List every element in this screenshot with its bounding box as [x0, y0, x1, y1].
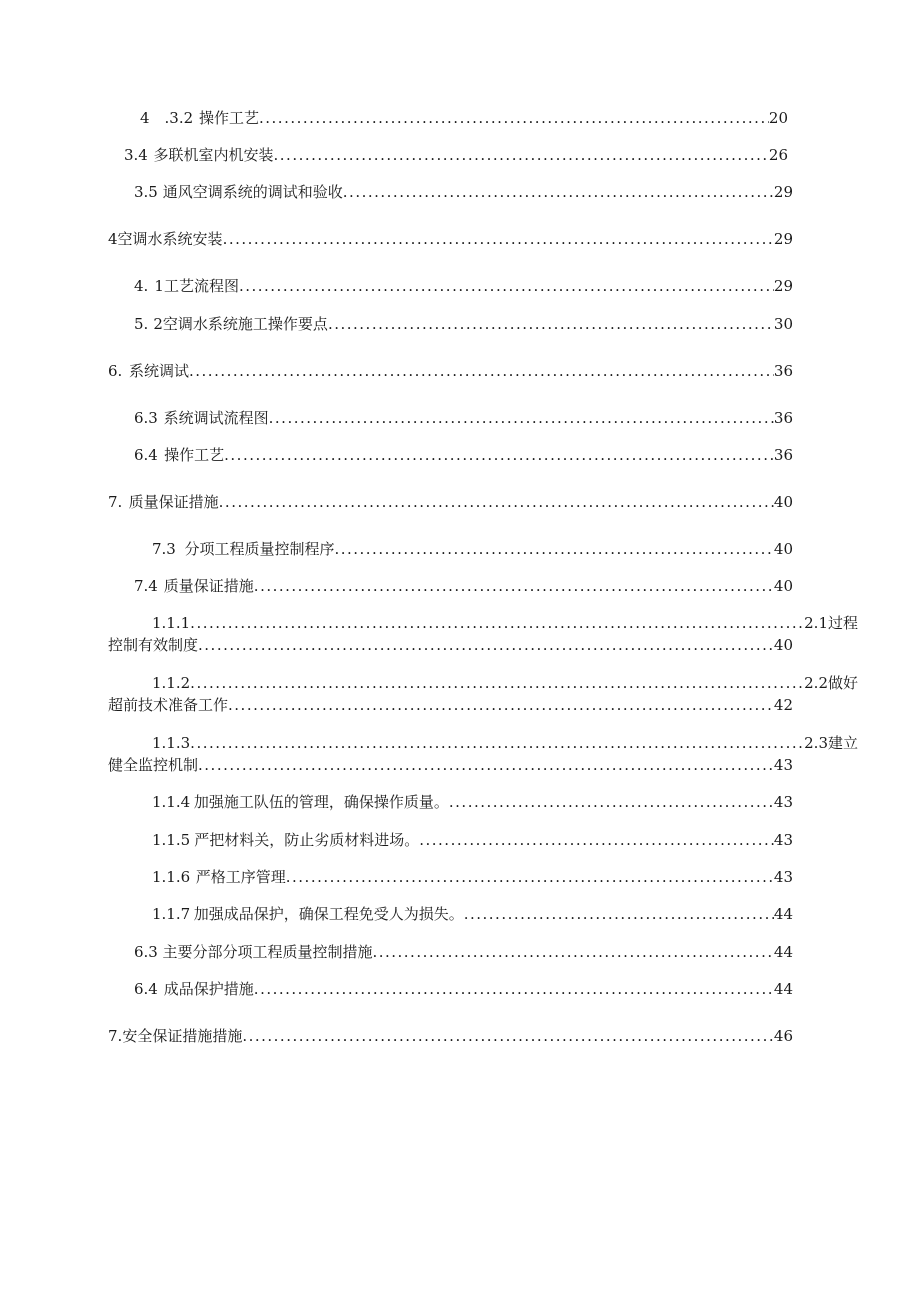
entry-title: 严格工序管理	[195, 868, 286, 886]
toc-entry[interactable]	[134, 444, 793, 466]
page-number: 36	[773, 362, 793, 380]
toc-entry[interactable]	[108, 360, 793, 382]
page-number: 43	[773, 868, 793, 886]
page-number: 43	[773, 793, 793, 811]
entry-title-start: 2.1过程	[804, 614, 858, 632]
entry-number: 1.1.7	[152, 905, 191, 923]
entry-title: 空调水系统安装	[117, 230, 223, 248]
entry-title: 安全保证措施措施	[122, 1027, 243, 1045]
toc-entry-continuation[interactable]	[108, 694, 793, 716]
entry-title: 质量保证措施	[128, 493, 219, 511]
entry-number: 6.3	[134, 409, 158, 427]
toc-entry[interactable]	[134, 941, 793, 963]
toc-entry[interactable]	[152, 829, 793, 851]
dot-leader	[372, 941, 773, 963]
page-number: 44	[773, 980, 793, 998]
entry-title: 质量保证措施	[163, 577, 254, 595]
dot-leader	[198, 634, 774, 656]
entry-number: 3.5	[134, 183, 158, 201]
dot-leader	[223, 228, 774, 250]
entry-number: 1.1.3	[152, 734, 191, 752]
dot-leader	[190, 612, 804, 634]
entry-number: 3.4	[124, 146, 148, 164]
dot-leader	[286, 866, 774, 888]
page-number: 40	[773, 636, 793, 654]
page-number: 44	[773, 905, 793, 923]
dot-leader	[239, 275, 774, 297]
toc-entry[interactable]	[152, 612, 858, 634]
entry-number: 1.1.6	[152, 868, 191, 886]
page-number: 20	[768, 109, 788, 127]
toc-entry[interactable]	[134, 275, 793, 297]
toc-entry[interactable]	[134, 313, 793, 335]
toc-entry[interactable]	[134, 181, 793, 203]
entry-number: 6.4	[134, 980, 158, 998]
dot-leader	[464, 903, 774, 925]
dot-leader	[328, 313, 774, 335]
toc-entry[interactable]	[152, 903, 793, 925]
toc-entry[interactable]	[152, 672, 858, 694]
toc-entry[interactable]	[134, 575, 793, 597]
page-number: 36	[773, 446, 793, 464]
dot-leader	[254, 978, 774, 1000]
entry-number: 1.1.1	[152, 614, 191, 632]
dot-leader	[449, 791, 774, 813]
page-number: 43	[773, 756, 793, 774]
dot-leader	[259, 107, 769, 129]
page-number: 46	[773, 1027, 793, 1045]
dot-leader	[343, 181, 774, 203]
toc-entry[interactable]	[124, 144, 788, 166]
entry-title: 严把材料关，防止劣质材料进场。	[194, 831, 420, 849]
entry-title-start: 2.3建立	[804, 734, 858, 752]
page-number: 30	[773, 315, 793, 333]
toc-entry[interactable]	[140, 107, 788, 129]
page-number: 26	[768, 146, 788, 164]
toc-entry[interactable]	[108, 228, 793, 250]
entry-title: 加强施工队伍的管理，确保操作质量。	[193, 793, 449, 811]
toc-entry[interactable]	[134, 978, 793, 1000]
page-number: 43	[773, 831, 793, 849]
entry-title-start: 2.2做好	[804, 674, 858, 692]
entry-number: 7.	[108, 1027, 123, 1045]
toc-entry[interactable]	[152, 732, 858, 754]
entry-number: 4	[108, 230, 118, 248]
entry-title-end: 控制有效制度	[108, 636, 199, 654]
dot-leader	[190, 672, 804, 694]
entry-title: 操作工艺	[164, 446, 225, 464]
page-number: 40	[773, 577, 793, 595]
page-number: 40	[773, 540, 793, 558]
entry-number: 4.	[134, 277, 149, 295]
toc-entry[interactable]	[152, 866, 793, 888]
dot-leader	[274, 144, 769, 166]
entry-number: 7.	[108, 493, 123, 511]
page-number: 36	[773, 409, 793, 427]
dot-leader	[190, 732, 804, 754]
entry-number: 1.1.2	[152, 674, 191, 692]
toc-entry[interactable]	[134, 407, 793, 429]
dot-leader	[334, 538, 773, 560]
entry-title: 多联机室内机安装	[153, 146, 274, 164]
page-number: 40	[773, 493, 793, 511]
entry-title: 通风空调系统的调试和验收	[162, 183, 343, 201]
entry-number: 7.3	[152, 540, 176, 558]
toc-entry-continuation[interactable]	[108, 634, 793, 656]
entry-number: 1.1.4	[152, 793, 191, 811]
page-number: 29	[773, 230, 793, 248]
toc-entry[interactable]	[108, 491, 793, 513]
dot-leader	[219, 491, 774, 513]
dot-leader	[224, 444, 774, 466]
entry-number: 4 .3.2	[140, 109, 194, 127]
dot-leader	[254, 575, 774, 597]
entry-title: 操作工艺	[198, 109, 259, 127]
dot-leader	[419, 829, 774, 851]
toc-entry[interactable]	[152, 538, 793, 560]
entry-number: 7.4	[134, 577, 158, 595]
page-number: 44	[773, 943, 793, 961]
entry-title: 1工艺流程图	[154, 277, 239, 295]
entry-title: 成品保护措施	[163, 980, 254, 998]
entry-title: 分项工程质量控制程序	[184, 540, 335, 558]
toc-entry-continuation[interactable]	[108, 754, 793, 776]
entry-title: 主要分部分项工程质量控制措施	[162, 943, 373, 961]
entry-number: 6.4	[134, 446, 158, 464]
page-number: 29	[773, 183, 793, 201]
entry-number: 6.3	[134, 943, 158, 961]
toc-entry[interactable]	[152, 791, 793, 813]
entry-title: 加强成品保护，确保工程免受人为损失。	[193, 905, 464, 923]
page-number: 42	[773, 696, 793, 714]
entry-title: 系统调试流程图	[163, 409, 269, 427]
entry-title-end: 超前技术准备工作	[108, 696, 229, 714]
entry-number: 1.1.5	[152, 831, 191, 849]
dot-leader	[198, 754, 774, 776]
dot-leader	[228, 694, 774, 716]
page-number: 29	[773, 277, 793, 295]
entry-title: 系统调试	[128, 362, 189, 380]
dot-leader	[242, 1025, 774, 1047]
toc-entry[interactable]	[108, 1025, 793, 1047]
entry-number: 5.	[134, 315, 149, 333]
entry-number: 6.	[108, 362, 123, 380]
dot-leader	[269, 407, 774, 429]
dot-leader	[189, 360, 774, 382]
entry-title: 2空调水系统施工操作要点	[153, 315, 328, 333]
entry-title-end: 健全监控机制	[108, 756, 199, 774]
